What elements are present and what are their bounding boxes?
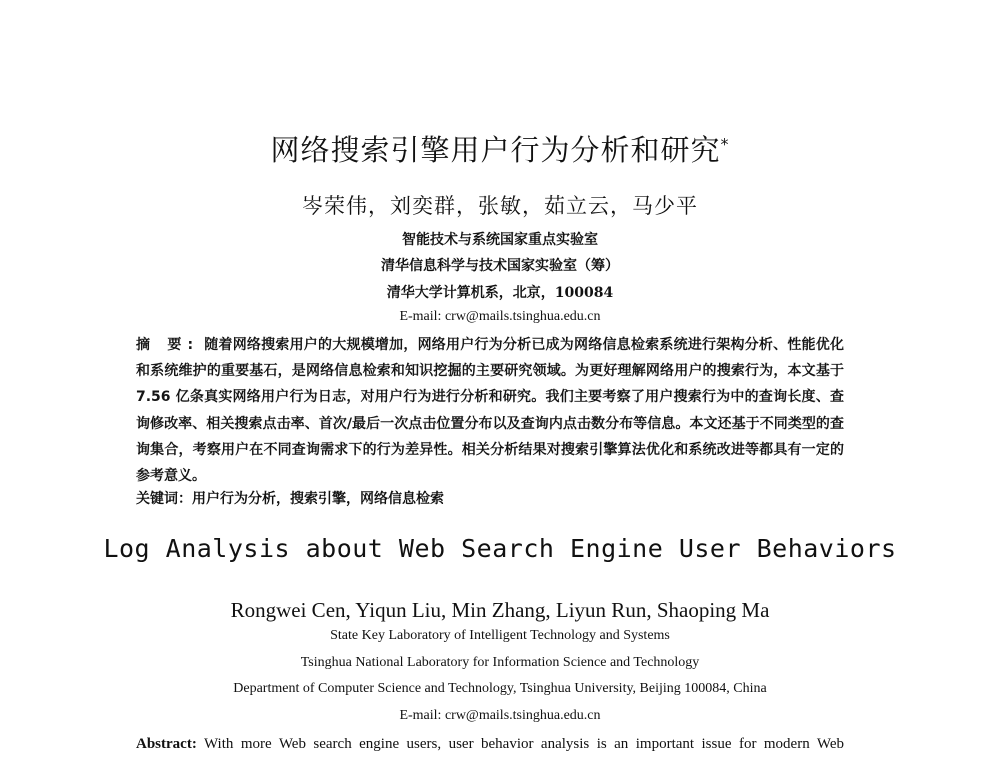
chinese-keywords: 关键词：用户行为分析，搜索引擎，网络信息检索 bbox=[136, 491, 444, 507]
english-authors: Rongwei Cen, Yiqun Liu, Min Zhang, Liyun Run, Shaoping Ma bbox=[230, 598, 770, 622]
english-abstract-label: Abstract: bbox=[136, 736, 197, 752]
chinese-title-text: 网络搜索引擎用户行为分析和研究 bbox=[270, 133, 721, 167]
chinese-affiliation-1: 智能技术与系统国家重点实验室 bbox=[402, 232, 598, 248]
english-affiliation-3: Department of Computer Science and Technology, Tsinghua University, Beijing 100084, China bbox=[233, 681, 767, 696]
english-abstract bbox=[136, 733, 844, 755]
chinese-email: E-mail: crw@mails.tsinghua.edu.cn bbox=[399, 309, 601, 324]
chinese-abstract-text: 随着网络搜索用户的大规模增加，网络用户行为分析已成为网络信息检索系统进行架构分析、性能优化和系统维护的重要基石，是网络信息检索和知识挖掘的主要研究领域。为更好理解网络用户的搜索行为，本文基于 7.56 亿条真实网络用户行为日志，对用户行为进行分析和研究。我们主要考察了用户搜索行为中的查询长度、查询修改率、相关搜索点击率、首次/最后一次点击位置分布以及查询内点击数分布等信息。本文还基于不同类型的查询集合，考察用户在不同查询需求下的行为差异性。相关分析结果对搜索引擎算法优化和系统改进等都具有一定的参考意义。 bbox=[136, 337, 845, 485]
chinese-affiliation-2: 清华信息科学与技术国家实验室（筹） bbox=[381, 258, 619, 274]
english-affiliation-1: State Key Laboratory of Intelligent Technology and Systems bbox=[330, 628, 670, 643]
chinese-abstract-label: 摘 要: bbox=[136, 337, 200, 353]
english-affiliation-2: Tsinghua National Laboratory for Information Science and Technology bbox=[300, 655, 700, 670]
english-abstract-text: With more Web search engine users, user behavior analysis is an important issue for modern Web bbox=[204, 736, 844, 752]
english-email: E-mail: crw@mails.tsinghua.edu.cn bbox=[399, 708, 601, 723]
chinese-abstract bbox=[136, 332, 844, 489]
english-title: Log Analysis about Web Search Engine User Behaviors bbox=[103, 534, 897, 563]
chinese-title bbox=[0, 128, 1000, 169]
chinese-affiliation-3: 清华大学计算机系，北京，100084 bbox=[386, 285, 614, 301]
chinese-authors: 岑荣伟，刘奕群，张敏，茹立云，马少平 bbox=[302, 194, 698, 218]
title-footnote-mark: * bbox=[720, 134, 730, 154]
